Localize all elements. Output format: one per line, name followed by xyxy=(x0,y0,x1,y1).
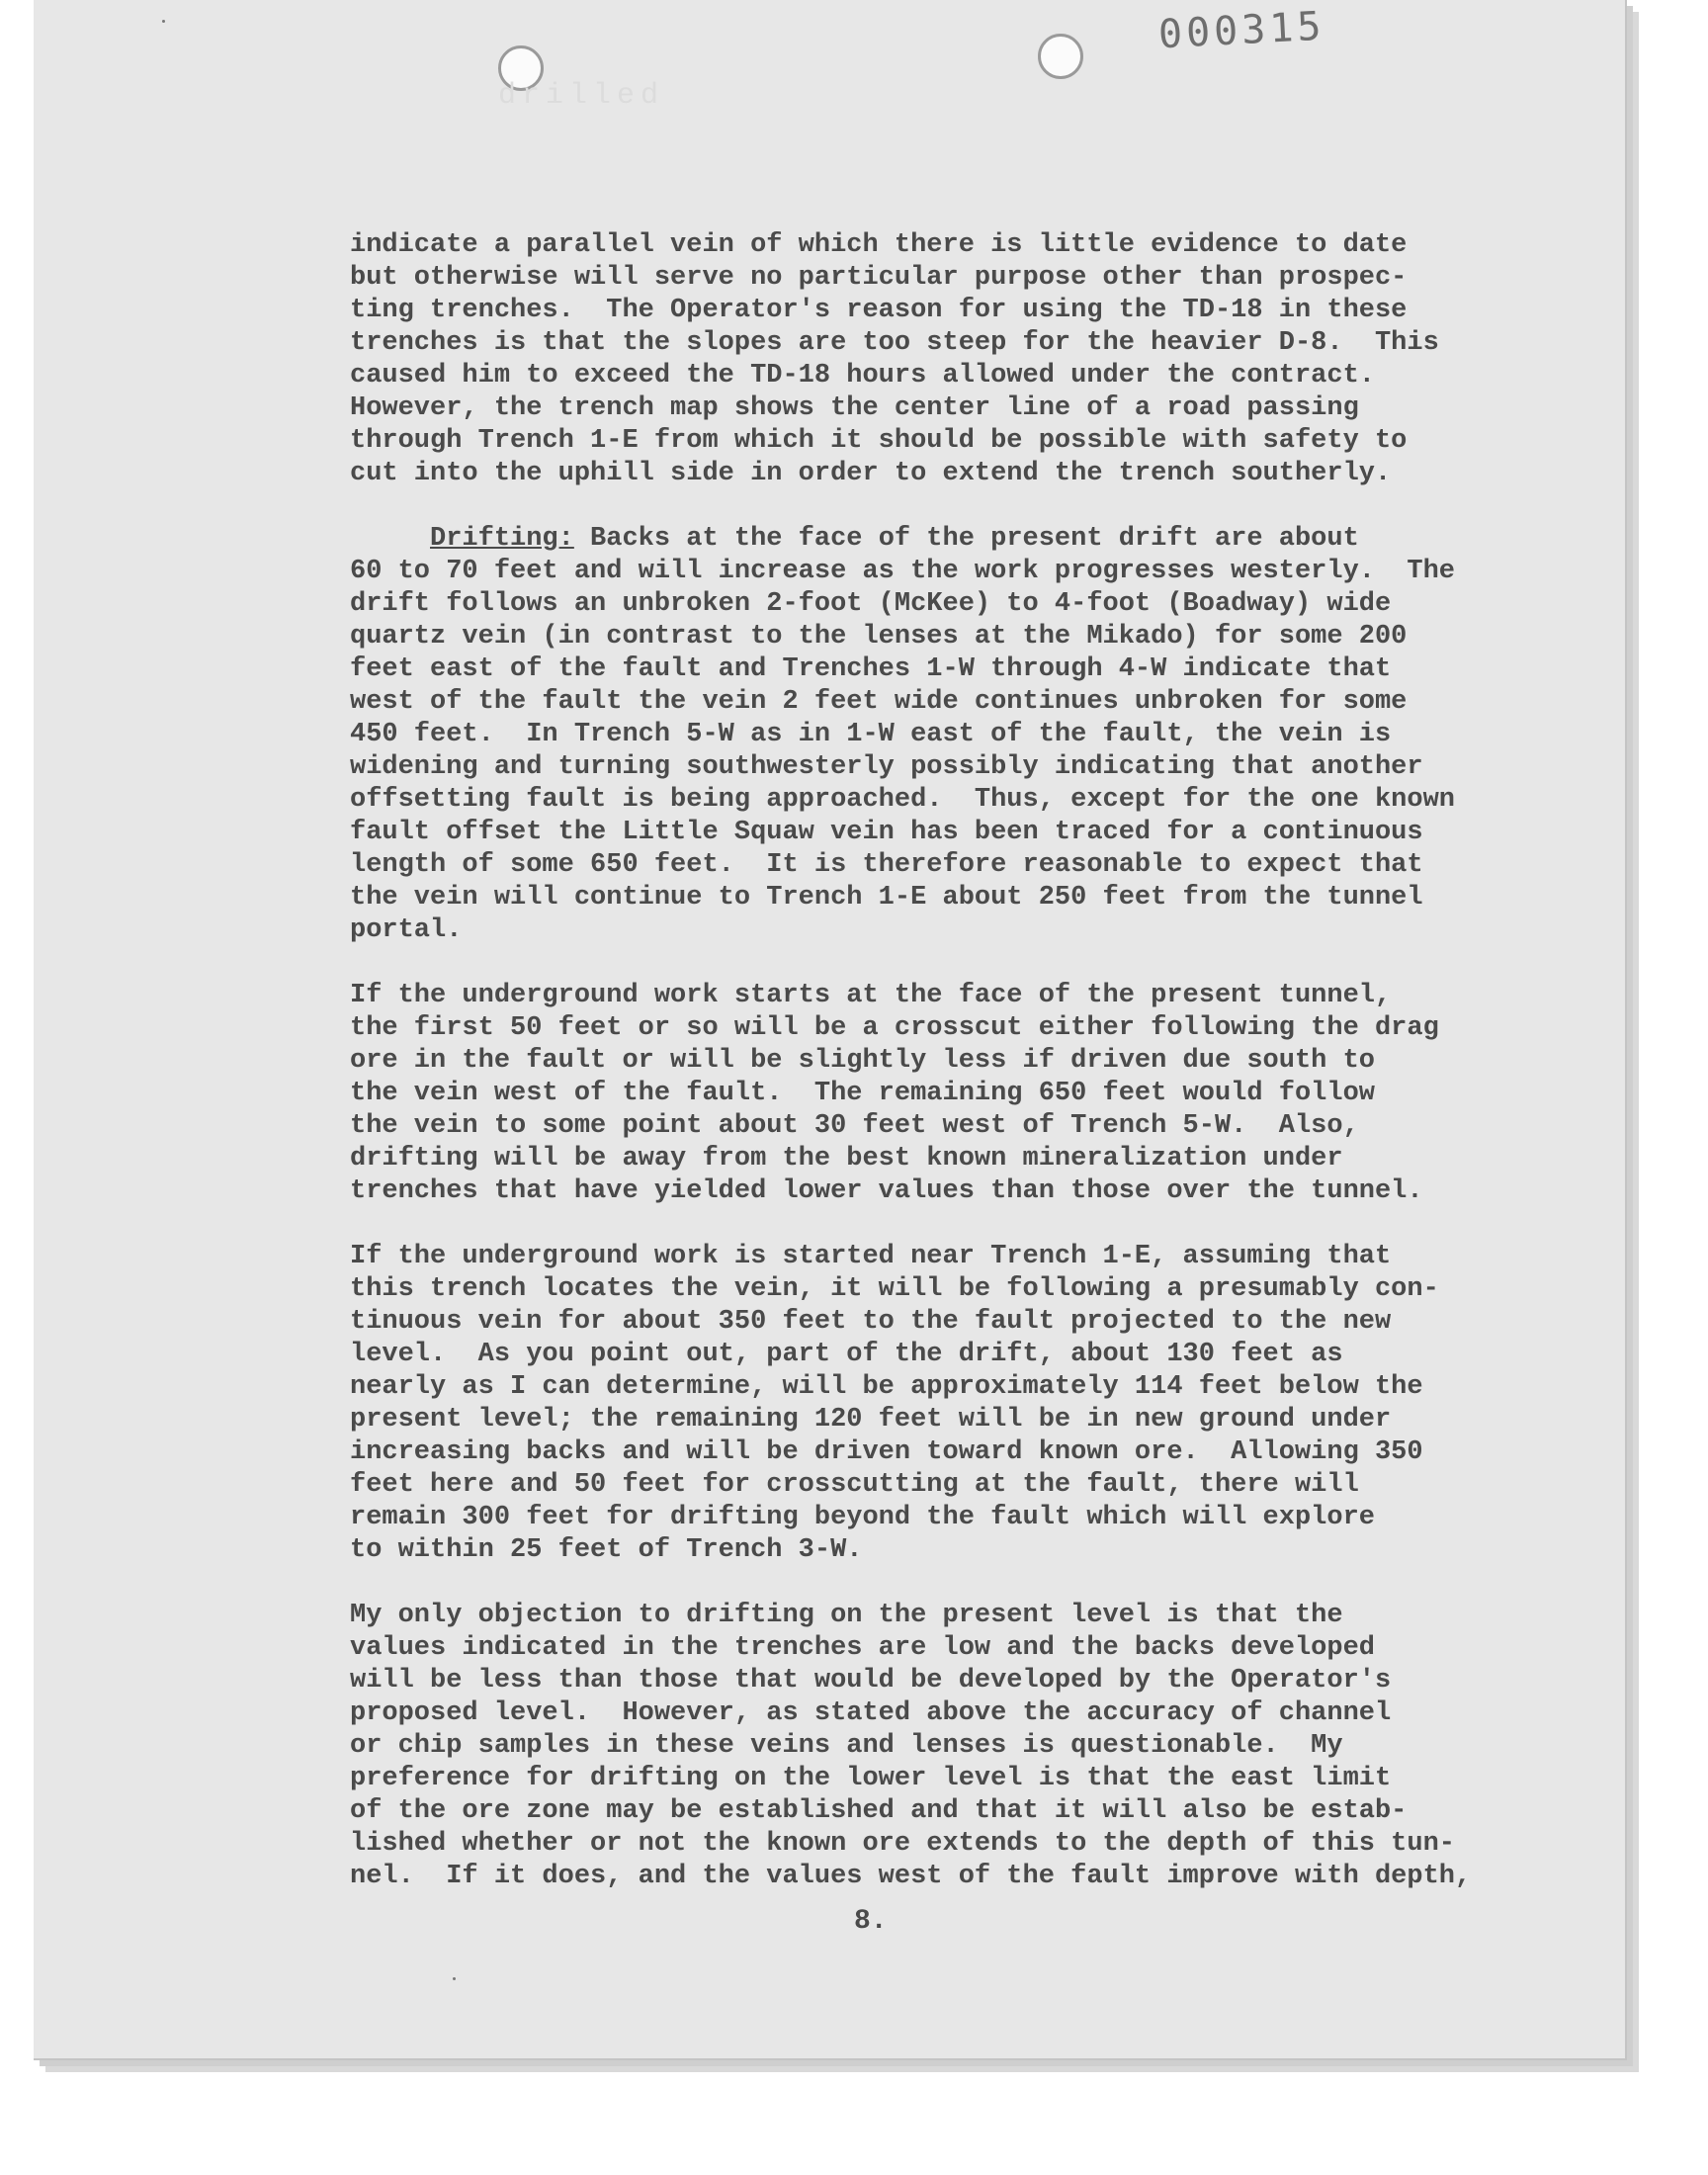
text-line: ting trenches. The Operator's reason for using the TD-18 in these xyxy=(350,296,1408,325)
body-text xyxy=(350,229,1536,1893)
text-line: tinuous vein for about 350 feet to the fault projected to the new xyxy=(350,1307,1392,1337)
text-line: will be less than those that would be developed by the Operator's xyxy=(350,1666,1392,1696)
text-line: drifting will be away from the best known mineralization under xyxy=(350,1144,1343,1174)
text-line: If the underground work is started near Trench 1-E, assuming that xyxy=(350,1242,1392,1271)
text-line: proposed level. However, as stated above the accuracy of channel xyxy=(350,1698,1392,1728)
drifting-heading: Drifting: xyxy=(430,524,574,554)
text-line: feet east of the fault and Trenches 1-W through 4-W indicate that xyxy=(350,654,1392,684)
text-line: portal. xyxy=(350,915,463,945)
text-line: but otherwise will serve no particular purpose other than prospec- xyxy=(350,263,1408,293)
paragraph-2 xyxy=(350,523,1536,947)
text-line: 60 to 70 feet and will increase as the work progresses westerly. The xyxy=(350,557,1455,586)
text-line: lished whether or not the known ore extends to the depth of this tun- xyxy=(350,1829,1455,1859)
text-line: of the ore zone may be established and that it will also be estab- xyxy=(350,1796,1408,1826)
text-line: present level; the remaining 120 feet will be in new ground under xyxy=(350,1405,1392,1435)
page-number: 8. xyxy=(854,1906,888,1937)
paragraph-5 xyxy=(350,1600,1536,1893)
text-line: offsetting fault is being approached. Thus, except for the one known xyxy=(350,785,1455,815)
text-line: widening and turning southwesterly possibly indicating that another xyxy=(350,752,1423,782)
text-line: remain 300 feet for drifting beyond the fault which will explore xyxy=(350,1503,1375,1532)
text-line: quartz vein (in contrast to the lenses at the Mikado) for some 200 xyxy=(350,622,1408,652)
text-line: cut into the uphill side in order to extend the trench southerly. xyxy=(350,459,1392,488)
text-line: ore in the fault or will be slightly less if driven due south to xyxy=(350,1046,1375,1076)
text-line: to within 25 feet of Trench 3-W. xyxy=(350,1535,863,1565)
text-line: caused him to exceed the TD-18 hours allowed under the contract. xyxy=(350,361,1375,391)
text-line: the vein to some point about 30 feet west of Trench 5-W. Also, xyxy=(350,1111,1359,1141)
text-line: the vein west of the fault. The remaining 650 feet would follow xyxy=(350,1079,1375,1108)
text-line: increasing backs and will be driven toward known ore. Allowing 350 xyxy=(350,1437,1423,1467)
text-line: level. As you point out, part of the drift, about 130 feet as xyxy=(350,1340,1343,1369)
text-line: through Trench 1-E from which it should be possible with safety to xyxy=(350,426,1408,456)
speck xyxy=(453,1977,456,1980)
text-line: nearly as I can determine, will be approximately 114 feet below the xyxy=(350,1372,1423,1402)
text-line: However, the trench map shows the center line of a road passing xyxy=(350,393,1359,423)
text-line: this trench locates the vein, it will be following a presumably con- xyxy=(350,1274,1439,1304)
text-line: 450 feet. In Trench 5-W as in 1-W east of the fault, the vein is xyxy=(350,720,1392,749)
text-span: Backs at the face of the present drift are about xyxy=(573,524,1359,554)
bleed-through-text: drilled xyxy=(498,79,665,113)
paragraph-3 xyxy=(350,980,1536,1208)
speck xyxy=(162,20,165,23)
text-line: length of some 650 feet. It is therefore reasonable to expect that xyxy=(350,850,1423,880)
document-number-stamp: 000315 xyxy=(1156,3,1326,58)
text-line: values indicated in the trenches are low and the backs developed xyxy=(350,1633,1375,1663)
text-line: fault offset the Little Squaw vein has been traced for a continuous xyxy=(350,818,1423,847)
punch-hole-right xyxy=(1038,34,1083,79)
text-line: nel. If it does, and the values west of the fault improve with depth, xyxy=(350,1862,1472,1891)
text-line: preference for drifting on the lower level is that the east limit xyxy=(350,1764,1392,1793)
text-line: the first 50 feet or so will be a crosscut either following the drag xyxy=(350,1013,1439,1043)
text-line: trenches that have yielded lower values than those over the tunnel. xyxy=(350,1176,1423,1206)
text-line: My only objection to drifting on the present level is that the xyxy=(350,1601,1343,1630)
text-line: drift follows an unbroken 2-foot (McKee) to 4-foot (Boadway) wide xyxy=(350,589,1392,619)
text-line: indicate a parallel vein of which there is little evidence to date xyxy=(350,230,1408,260)
text-line: west of the fault the vein 2 feet wide continues unbroken for some xyxy=(350,687,1408,717)
text-line xyxy=(350,523,1536,556)
text-line: If the underground work starts at the face of the present tunnel, xyxy=(350,981,1392,1010)
paragraph-4 xyxy=(350,1241,1536,1567)
text-line: or chip samples in these veins and lenses is questionable. My xyxy=(350,1731,1343,1761)
text-line: the vein will continue to Trench 1-E about 250 feet from the tunnel xyxy=(350,883,1423,913)
text-line: trenches is that the slopes are too steep for the heavier D-8. This xyxy=(350,328,1439,358)
document-page xyxy=(34,0,1627,2060)
paragraph-1 xyxy=(350,229,1536,490)
text-line: feet here and 50 feet for crosscutting at the fault, there will xyxy=(350,1470,1359,1500)
